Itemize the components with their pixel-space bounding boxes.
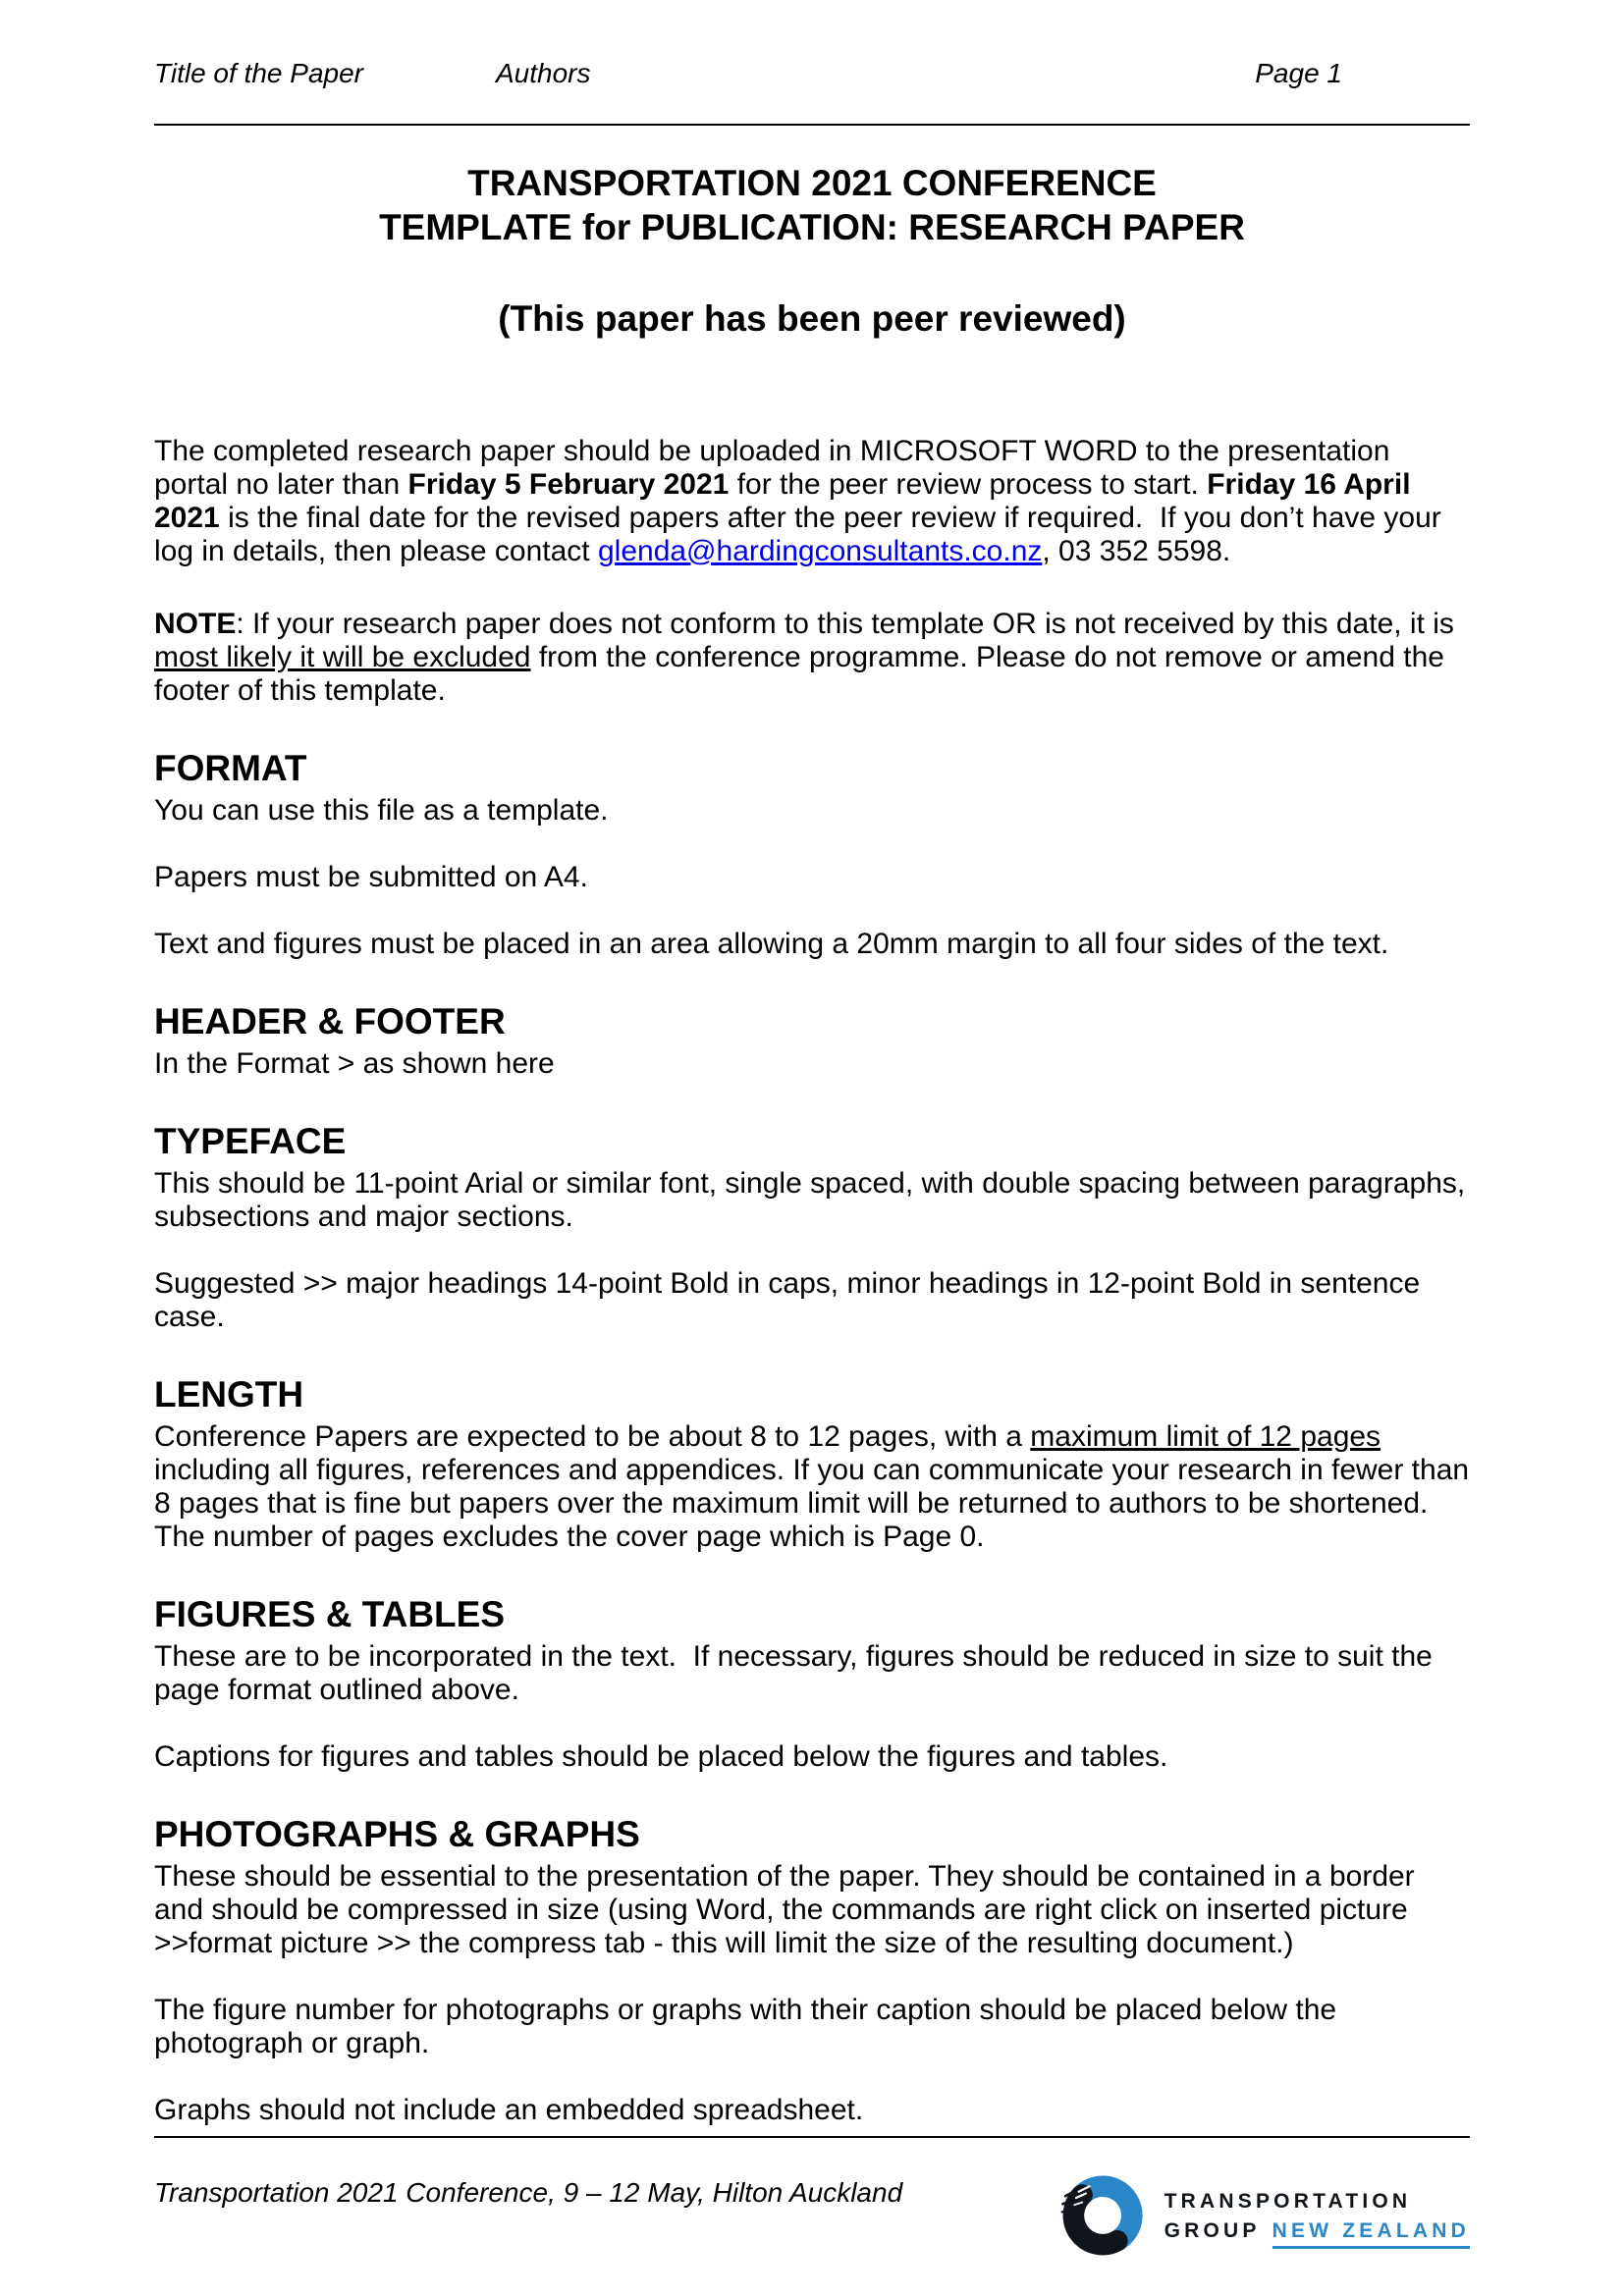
logo-new-zealand-label: NEW ZEALAND [1272, 2219, 1470, 2249]
section-heading-length: LENGTH [154, 1374, 304, 1415]
logo-line-transportation: TRANSPORTATION [1164, 2189, 1412, 2213]
document-title [154, 161, 1470, 249]
section-length [154, 1373, 1478, 1554]
intro-paragraph: The completed research paper should be uploaded in MICROSOFT WORD to the presentation portal no later than Friday 5 February 2021 for the peer review process to start. Friday 16 April 2021 is the final date for the revised papers after the peer review if required. If you don’t have your log in details, then please contact glenda@hardingconsultants.co.nz, 03 352 5598. [154, 435, 1450, 567]
logo-group-label: GROUP [1164, 2218, 1261, 2242]
paragraph: This should be 11-point Arial or similar font, single spaced, with double spacing between paragraphs, subsections and major sections. [154, 1167, 1474, 1233]
paragraph: Text and figures must be placed in an area allowing a 20mm margin to all four sides of the text. [154, 928, 1389, 960]
paragraph: Suggested >> major headings 14-point Bold in caps, minor headings in 12-point Bold in sentence case. [154, 1267, 1429, 1333]
ring-logo-icon [1058, 2171, 1147, 2260]
paragraph: These should be essential to the presentation of the paper. They should be contained in a border and should be compressed in size (using Word, the commands are right click on inserted picture >>format picture >> the compress tab - this will limit the size of the resulting document.) [154, 1860, 1424, 1959]
paragraph: The figure number for photographs or graphs with their caption should be placed below the photograph or graph. [154, 1994, 1345, 2059]
paragraph: In the Format > as shown here [154, 1047, 555, 1080]
transportation-group-logo [1058, 2171, 1470, 2260]
paragraph: Conference Papers are expected to be about 8 to 12 pages, with a maximum limit of 12 pages including all figures, references and appendices. If you can communicate your research in fewer than 8 pages that is fine but papers over the maximum limit will be returned to authors to be shortened. The number of pages excludes the cover page which is Page 0. [154, 1420, 1478, 1553]
paragraph: These are to be incorporated in the text. If necessary, figures should be reduced in size to suit the page format outlined above. [154, 1640, 1441, 1706]
section-heading-photographs-graphs: PHOTOGRAPHS & GRAPHS [154, 1814, 640, 1854]
section-header-footer [154, 1000, 1470, 1081]
logo-wordmark [1164, 2188, 1470, 2244]
section-format [154, 747, 1470, 961]
paragraph: Papers must be submitted on A4. [154, 861, 588, 893]
document-subtitle: (This paper has been peer reviewed) [498, 298, 1126, 339]
section-heading-header-footer: HEADER & FOOTER [154, 1001, 506, 1041]
header-authors-label: Authors [496, 58, 591, 88]
paragraph: You can use this file as a template. [154, 794, 609, 827]
paragraph: Captions for figures and tables should be placed below the figures and tables. [154, 1740, 1168, 1773]
section-figures-tables [154, 1593, 1470, 1774]
document-title-line2: TEMPLATE for PUBLICATION: RESEARCH PAPER [379, 207, 1245, 247]
header-page-number: Page 1 [1255, 58, 1342, 88]
section-heading-figures-tables: FIGURES & TABLES [154, 1594, 505, 1634]
section-heading-typeface: TYPEFACE [154, 1121, 347, 1161]
section-typeface [154, 1120, 1474, 1334]
header-title-label: Title of the Paper [154, 58, 363, 88]
section-photographs-graphs [154, 1813, 1470, 2127]
footer-text: Transportation 2021 Conference, 9 – 12 May, Hilton Auckland [154, 2177, 903, 2208]
logo-line-group-nz [1164, 2217, 1470, 2244]
page-header [154, 59, 1470, 126]
section-heading-format: FORMAT [154, 748, 307, 788]
document-title-line1: TRANSPORTATION 2021 CONFERENCE [467, 163, 1157, 203]
page-footer [154, 2136, 1470, 2295]
email-link[interactable]: glenda@hardingconsultants.co.nz [597, 535, 1043, 567]
note-paragraph: NOTE: If your research paper does not conform to this template OR is not received by this date, it is most likely it will be excluded from the conference programme. Please do not remove or amend the footer of this template. [154, 608, 1463, 707]
paragraph: Graphs should not include an embedded spreadsheet. [154, 2094, 864, 2126]
